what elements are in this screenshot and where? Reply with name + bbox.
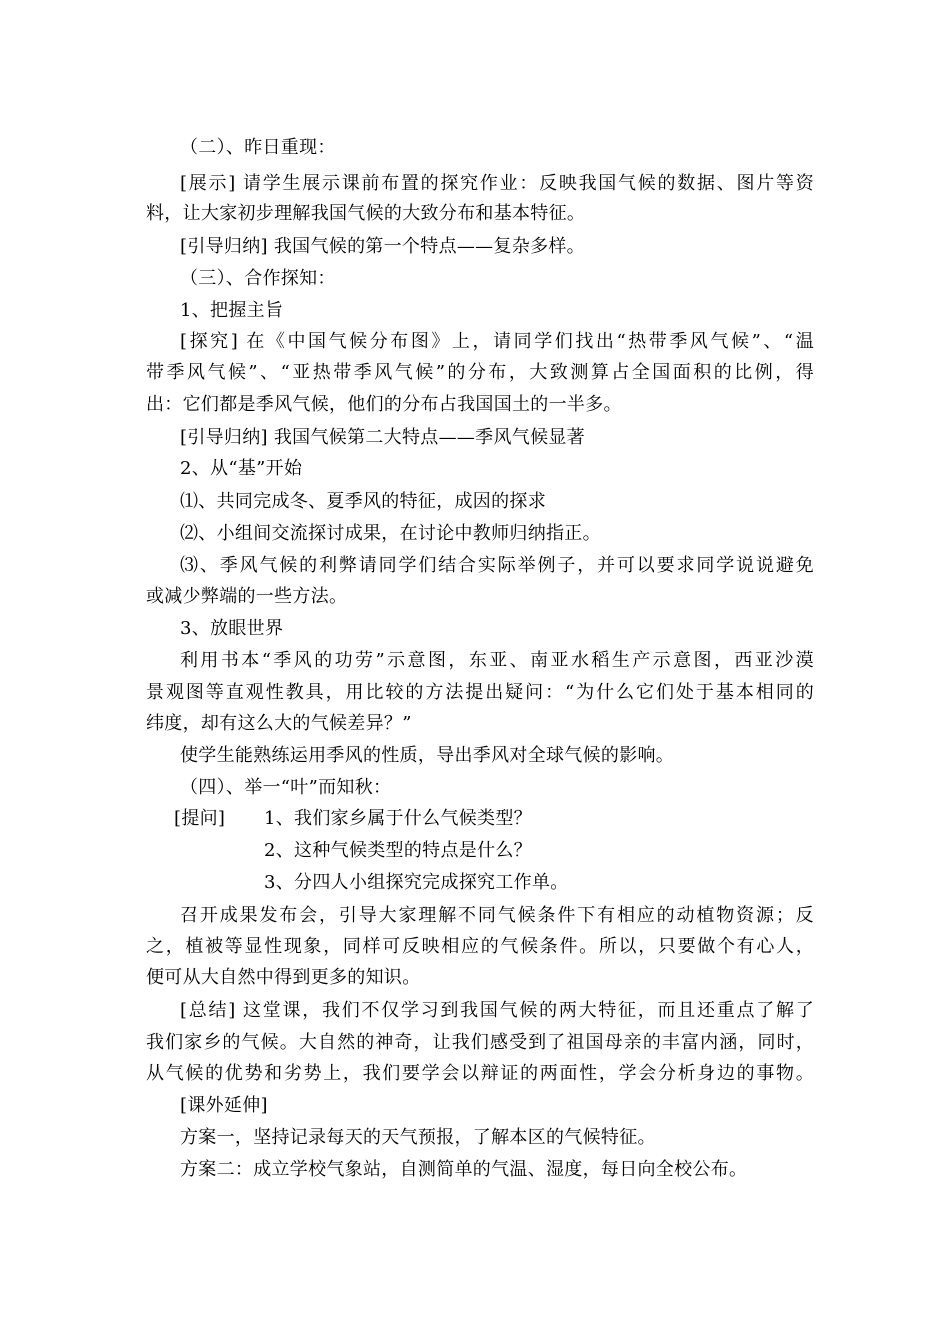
- summary-feature-1: [引导归纳] 我国气候的第一个特点——复杂多样。: [180, 236, 585, 257]
- explore-line-2: 带季风气候”、“亚热带季风气候”的分布，大致测算占全国面积的比例，得: [146, 362, 814, 383]
- part-1-title: 1、把握主旨: [180, 300, 284, 321]
- explore-line-1: [探究] 在《中国气候分布图》上，请同学们找出“热带季风气候”、“温: [180, 331, 814, 352]
- part-2-item-3-line-2: 或减少弊端的一些方法。: [146, 586, 348, 607]
- part-2-item-1: ⑴、共同完成冬、夏季风的特征，成因的探求: [180, 491, 546, 512]
- show-paragraph-line-1: [展示] 请学生展示课前布置的探究作业：反映我国气候的数据、图片等资: [180, 173, 814, 194]
- explore-line-3: 出：它们都是季风气候，他们的分布占我国国土的一半多。: [146, 394, 622, 415]
- plan-1: 方案一，坚持记录每天的天气预报，了解本区的气候特征。: [180, 1127, 656, 1148]
- conclusion-line-2: 我们家乡的气候。大自然的神奇，让我们感受到了祖国母亲的丰富内涵，同时，: [146, 1032, 814, 1053]
- part-3-para-1-line-2: 景观图等直观性教具，用比较的方法提出疑问：“为什么它们处于基本相同的: [146, 682, 814, 703]
- result-para-line-1: 召开成果发布会，引导大家理解不同气候条件下有相应的动植物资源；反: [180, 905, 814, 926]
- conclusion-line-3: 从气候的优势和劣势上，我们要学会以辩证的两面性，学会分析身边的事物。: [146, 1063, 814, 1084]
- section-4-heading: （四）、举一“叶”而知秋：: [180, 777, 392, 798]
- show-paragraph-line-2: 料，让大家初步理解我国气候的大致分布和基本特征。: [146, 203, 586, 224]
- part-3-para-1-line-1: 利用书本“季风的功劳”示意图，东亚、南亚水稻生产示意图，西亚沙漠: [180, 650, 814, 671]
- question-3: 3、分四人小组探究完成探究工作单。: [264, 872, 569, 893]
- part-3-para-2: 使学生能熟练运用季风的性质，导出季风对全球气候的影响。: [180, 745, 675, 766]
- part-3-para-1-line-3: 纬度，却有这么大的气候差异？”: [146, 713, 412, 734]
- result-para-line-2: 之，植被等显性现象，同样可反映相应的气候条件。所以，只要做个有心人，: [146, 936, 814, 957]
- conclusion-line-1: [总结] 这堂课，我们不仅学习到我国气候的两大特征，而且还重点了解了: [180, 1000, 814, 1021]
- plan-2: 方案二：成立学校气象站，自测简单的气温、湿度，每日向全校公布。: [180, 1159, 748, 1180]
- question-1: 1、我们家乡属于什么气候类型？: [264, 808, 532, 829]
- part-3-title: 3、放眼世界: [180, 618, 284, 639]
- summary-feature-2: [引导归纳] 我国气候第二大特点——季风气候显著: [180, 427, 585, 448]
- section-3-heading: （三）、合作探知：: [180, 268, 336, 289]
- part-2-item-2: ⑵、小组间交流探讨成果，在讨论中教师归纳指正。: [180, 523, 601, 544]
- result-para-line-3: 便可从大自然中得到更多的知识。: [146, 967, 421, 988]
- section-2-heading: （二）、昨日重现：: [180, 137, 336, 158]
- extension-heading: [课外延伸]: [180, 1095, 268, 1116]
- part-2-title: 2、从“基”开始: [180, 458, 303, 479]
- part-2-item-3-line-1: ⑶、季风气候的利弊请同学们结合实际举例子，并可以要求同学说说避免: [180, 555, 814, 576]
- question-2: 2、这种气候类型的特点是什么？: [264, 840, 532, 861]
- ask-label: [提问]: [174, 808, 226, 829]
